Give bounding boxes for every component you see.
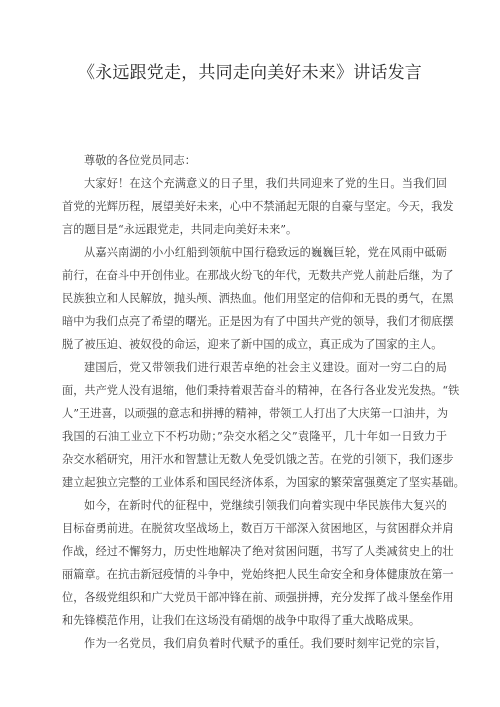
paragraph-line: 目标奋勇前进。在脱贫攻坚战场上，数百万干部深入贫困地区，与贫困群众并肩 [62,522,454,535]
document-title: 《永远跟党走，共同走向美好未来》讲话发言 [78,63,422,83]
paragraph-line: 丽篇章。在抗击新冠疫情的斗争中，党始终把人民生命安全和身体健康放在第一 [62,568,454,581]
paragraph-line: 建立起独立完整的工业体系和国民经济体系，为国家的繁荣富强奠定了坚实基础。 [62,476,465,489]
paragraph-line: 作为一名党员，我们肩负着时代赋予的重任。我们要时刻牢记党的宗旨， [84,637,447,650]
paragraph-line: 从嘉兴南湖的小小红船到领航中国行稳致远的巍巍巨轮，党在风雨中砥砺 [84,246,447,259]
paragraph-line: 首党的光辉历程，展望美好未来，心中不禁涌起无限的自豪与坚定。今天，我发 [62,200,454,213]
paragraph-line: 作战，经过不懈努力，历史性地解决了绝对贫困问题，书写了人类减贫史上的壮 [62,545,454,558]
paragraph-line: 脱了被压迫、被奴役的命运，迎来了新中国的成立，真正成为了国家的主人。 [62,338,443,351]
salutation: 尊敬的各位党员同志： [84,154,196,167]
paragraph-line: 人”王进喜，以顽强的意志和拼搏的精神，带领工人打出了大庆第一口油井，为 [62,407,449,420]
paragraph-4 [62,494,454,632]
paragraph-line: 和先锋模范作用，让我们在这场没有硝烟的战争中取得了重大战略成果。 [62,614,421,627]
paragraph-line: 大家好！在这个充满意义的日子里，我们共同迎来了党的生日。当我们回 [84,177,447,190]
paragraph-line: 前行，在奋斗中开创伟业。在那战火纷飞的年代，无数共产党人前赴后继，为了 [62,269,454,282]
paragraph-line: 位，各级党组织和广大党员干部冲锋在前、顽强拼搏，充分发挥了战斗堡垒作用 [62,591,454,604]
paragraph-line: 如今，在新时代的征程中，党继续引领我们向着实现中华民族伟大复兴的 [84,499,447,512]
document-body [62,149,465,655]
paragraph-line: 面，共产党人没有退缩，他们秉持着艰苦奋斗的精神，在各行各业发光发热。“铁 [62,384,460,397]
paragraph-line: 我国的石油工业立下不朽功勋；”杂交水稻之父”袁隆平，几十年如一日致力于 [62,430,447,443]
paragraph-line: 暗中为我们点亮了希望的曙光。正是因为有了中国共产党的领导，我们才彻底摆 [62,315,454,328]
paragraph-2 [62,241,454,356]
paragraph-line: 言的题目是“永远跟党走，共同走向美好未来”。 [62,223,298,236]
paragraph-5 [62,632,447,655]
paragraph-line: 杂交水稻研究，用汗水和智慧让无数人免受饥饿之苦。在党的引领下，我们逐步 [62,453,454,466]
paragraph-line: 建国后，党又带领我们进行艰苦卓绝的社会主义建设。面对一穷二白的局 [84,361,447,374]
paragraph-1 [62,172,454,241]
paragraph-3 [62,356,465,494]
paragraph-line: 民族独立和人民解放，抛头颅、洒热血。他们用坚定的信仰和无畏的勇气，在黑 [62,292,454,305]
